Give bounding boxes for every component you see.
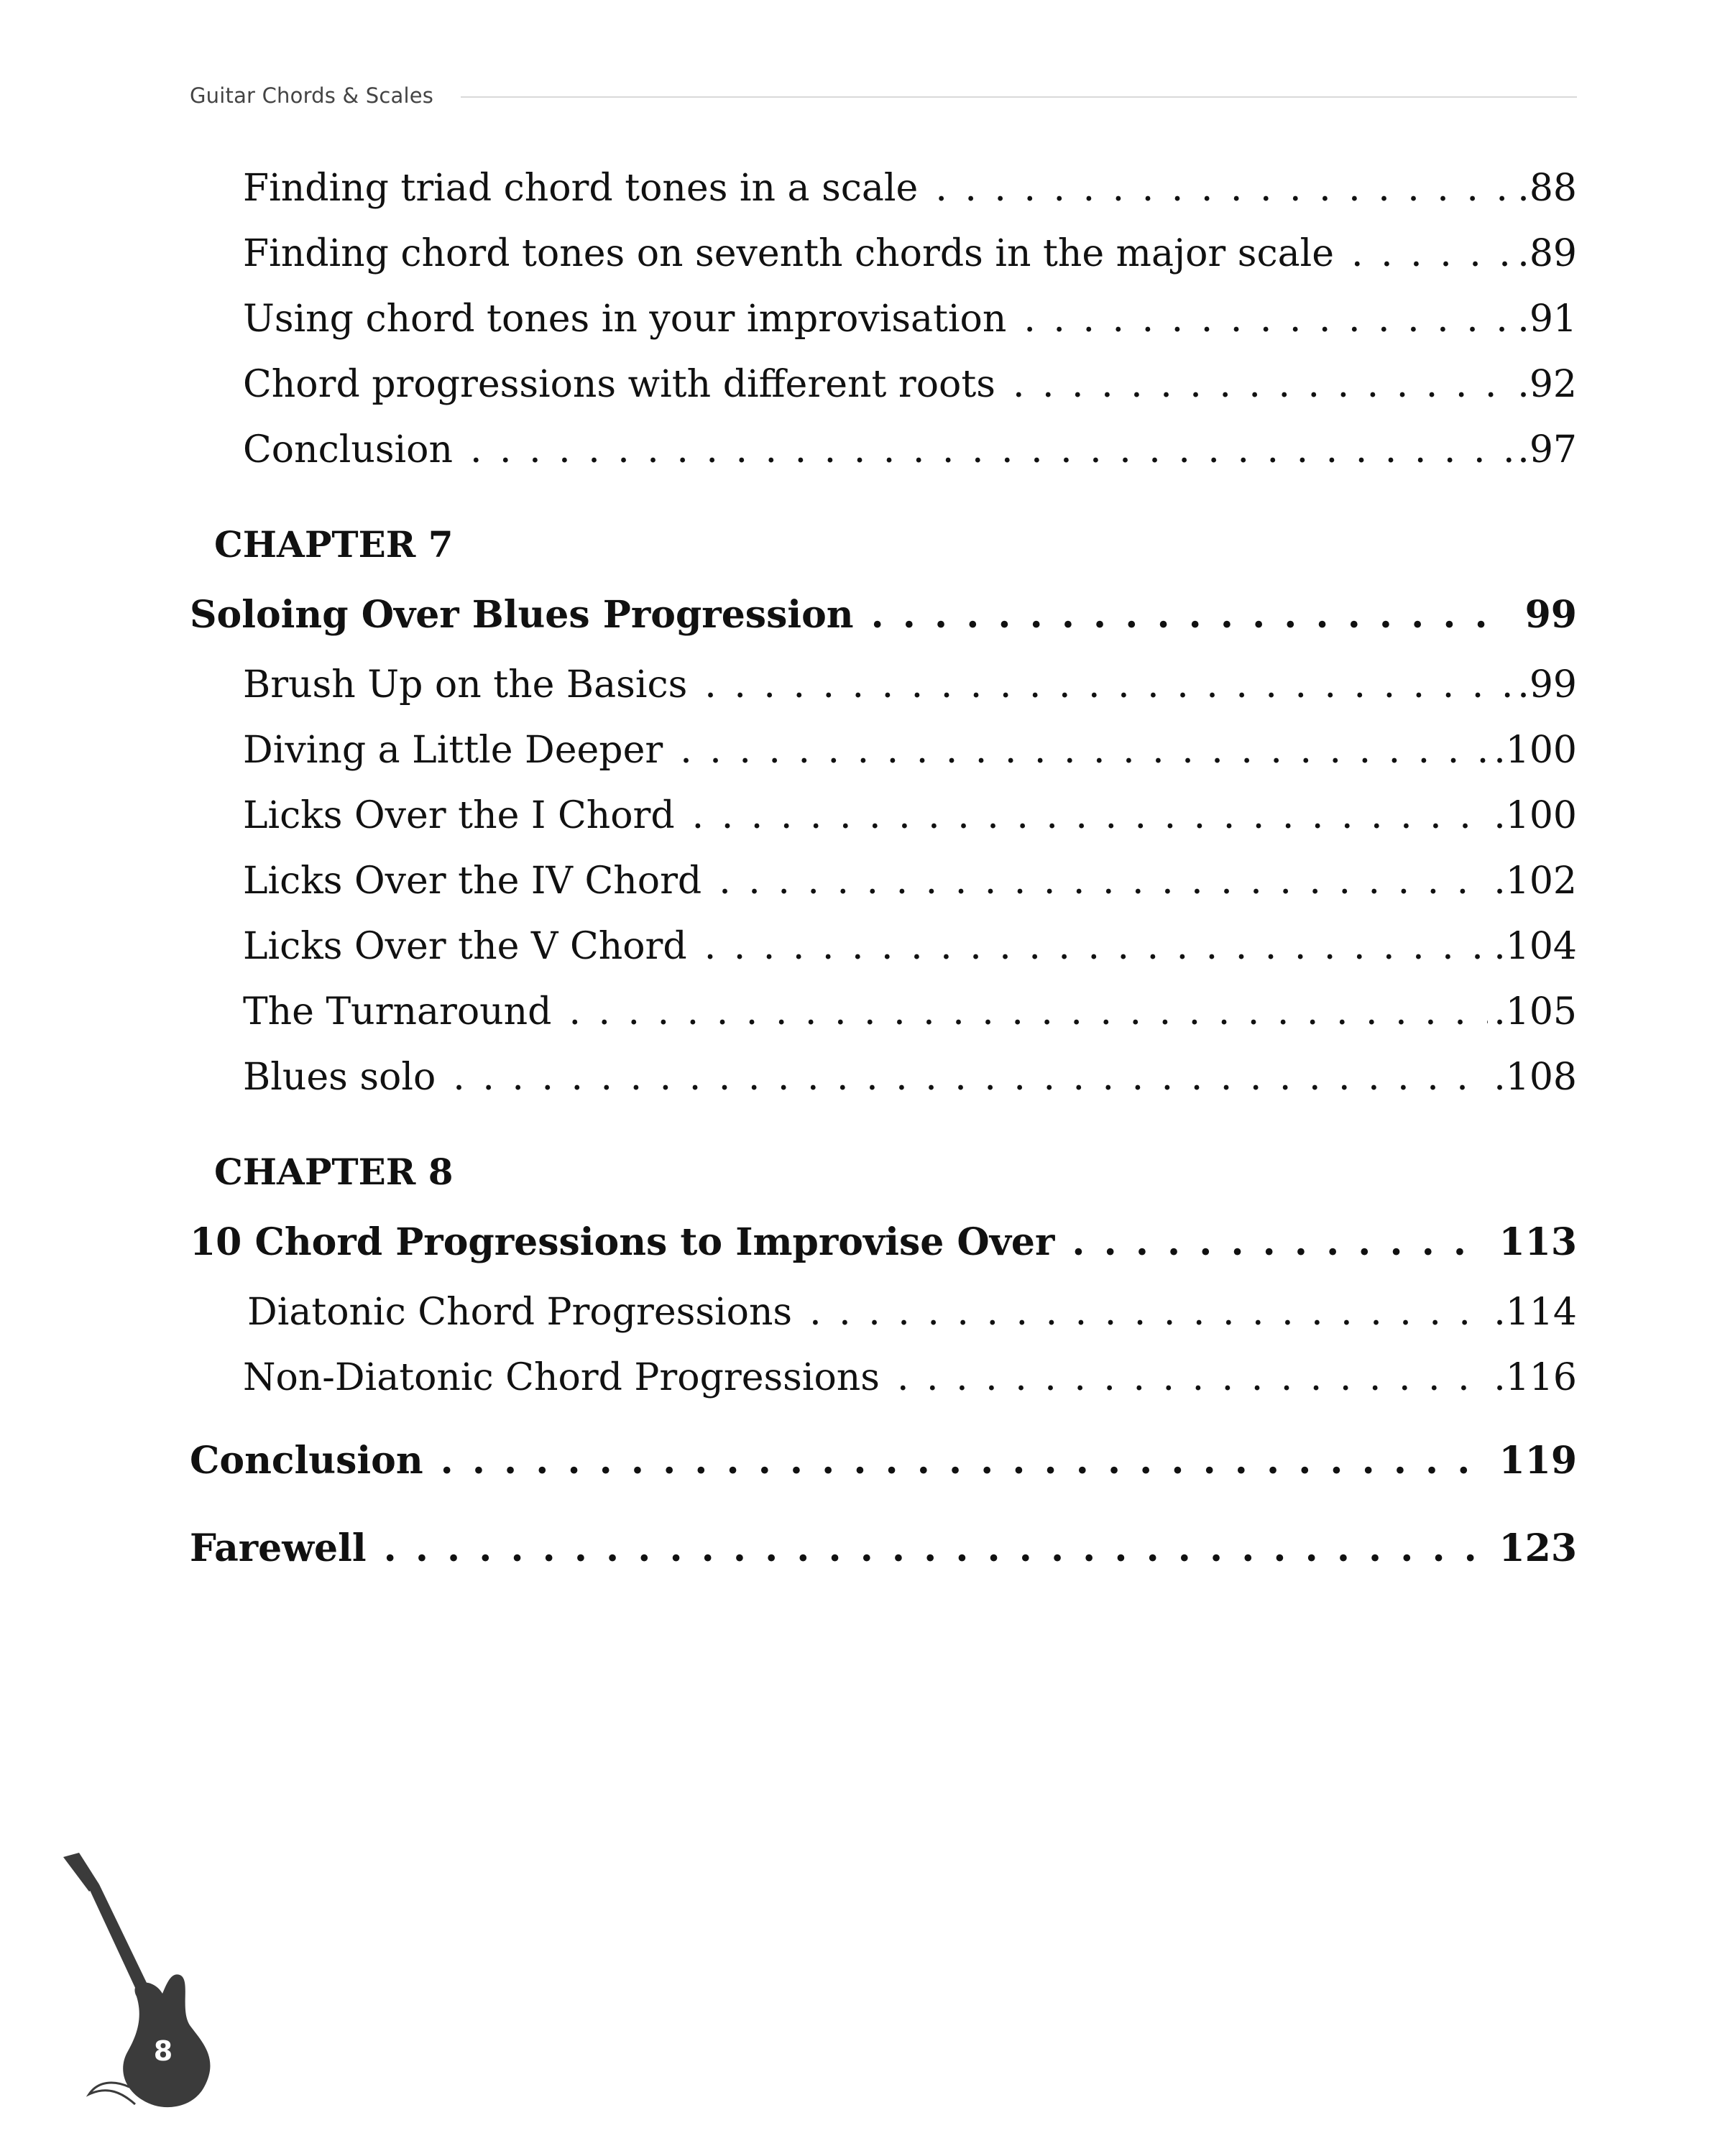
toc-entry-title: Using chord tones in your improvisation xyxy=(243,297,1007,341)
table-of-contents xyxy=(190,155,1577,1585)
toc-entry[interactable] xyxy=(190,221,1577,286)
toc-entry-page: .97 xyxy=(1517,428,1577,471)
toc-entry-page: .108 xyxy=(1494,1055,1577,1099)
header-rule xyxy=(461,96,1577,98)
farewell-page: 123 xyxy=(1499,1526,1577,1570)
leader-dots xyxy=(704,925,1489,968)
leader-dots xyxy=(1013,363,1512,406)
farewell-title: Farewell xyxy=(190,1526,367,1570)
toc-entry-title: Diving a Little Deeper xyxy=(243,728,663,772)
leader-dots xyxy=(1351,232,1512,275)
toc-entry-page: .114 xyxy=(1494,1290,1577,1334)
toc-entry-page: .116 xyxy=(1494,1355,1577,1399)
toc-entry[interactable] xyxy=(190,717,1577,783)
leader-dots xyxy=(453,1056,1488,1099)
leader-dots xyxy=(692,794,1489,837)
toc-entry-title: Finding triad chord tones in a scale xyxy=(243,166,919,210)
toc-entry[interactable] xyxy=(190,783,1577,848)
page-number: 8 xyxy=(153,2035,173,2067)
toc-chapter-entry[interactable] xyxy=(190,577,1577,652)
toc-entry[interactable] xyxy=(190,286,1577,351)
toc-entry[interactable] xyxy=(190,652,1577,717)
toc-entry-title: Chord progressions with different roots xyxy=(243,362,995,406)
conclusion-title: Conclusion xyxy=(190,1438,423,1483)
toc-entry-title: Diatonic Chord Progressions xyxy=(247,1290,793,1334)
leader-dots xyxy=(470,428,1512,471)
toc-entry-page: .105 xyxy=(1494,990,1577,1033)
toc-entry-title: Brush Up on the Basics xyxy=(243,663,688,706)
leader-dots xyxy=(569,990,1488,1033)
toc-entry-title: The Turnaround xyxy=(243,990,552,1033)
chapter-label: CHAPTER 8 xyxy=(214,1150,454,1193)
chapter-title: 10 Chord Progressions to Improvise Over xyxy=(190,1220,1055,1264)
toc-conclusion-entry[interactable] xyxy=(190,1423,1577,1498)
toc-entry[interactable] xyxy=(190,913,1577,979)
toc-entry-page: .88 xyxy=(1517,166,1577,210)
leader-dots xyxy=(1024,298,1512,341)
toc-entry-page: .100 xyxy=(1494,793,1577,837)
toc-entry-title: Licks Over the I Chord xyxy=(243,793,675,837)
toc-entry-title: Licks Over the IV Chord xyxy=(243,859,702,903)
leader-dots xyxy=(809,1291,1488,1334)
leader-dots xyxy=(680,729,1488,772)
toc-entry-title: Conclusion xyxy=(243,428,453,471)
chapter-page: 99 xyxy=(1524,592,1577,637)
running-title: Guitar Chords & Scales xyxy=(190,83,434,108)
leader-dots xyxy=(441,1439,1481,1483)
toc-entry-page: .92 xyxy=(1517,362,1577,406)
toc-entry-page: .91 xyxy=(1517,297,1577,341)
toc-chapter-entry[interactable] xyxy=(190,1204,1577,1279)
chapter-title: Soloing Over Blues Progression xyxy=(190,592,854,637)
toc-entry-title: Licks Over the V Chord xyxy=(243,924,687,968)
leader-dots xyxy=(897,1356,1488,1399)
leader-dots xyxy=(704,663,1512,706)
toc-entry[interactable] xyxy=(190,155,1577,221)
toc-entry-page: .99 xyxy=(1517,663,1577,706)
chapter-page: 113 xyxy=(1499,1220,1577,1264)
running-header xyxy=(190,78,1577,114)
toc-entry[interactable] xyxy=(190,979,1577,1044)
toc-entry-page: .100 xyxy=(1494,728,1577,772)
conclusion-page: 119 xyxy=(1499,1438,1577,1483)
chapter-label: CHAPTER 7 xyxy=(214,522,454,566)
toc-farewell-entry[interactable] xyxy=(190,1511,1577,1585)
toc-entry-page: .104 xyxy=(1494,924,1577,968)
toc-entry-title: Finding chord tones on seventh chords in the major scale xyxy=(243,231,1335,275)
leader-dots xyxy=(719,860,1488,903)
leader-dots xyxy=(384,1526,1481,1570)
toc-entry[interactable] xyxy=(190,1279,1577,1345)
toc-entry[interactable] xyxy=(190,1345,1577,1410)
toc-entry-page: .102 xyxy=(1494,859,1577,903)
toc-entry[interactable] xyxy=(190,848,1577,913)
toc-entry-title: Non-Diatonic Chord Progressions xyxy=(243,1355,880,1399)
leader-dots xyxy=(1072,1220,1480,1264)
leader-dots xyxy=(871,593,1506,637)
toc-entry[interactable] xyxy=(190,417,1577,482)
toc-entry-page: .89 xyxy=(1517,231,1577,275)
leader-dots xyxy=(935,167,1512,210)
electric-guitar-icon xyxy=(58,1853,223,2119)
toc-entry-title: Blues solo xyxy=(243,1055,436,1099)
toc-entry[interactable] xyxy=(190,351,1577,417)
toc-entry[interactable] xyxy=(190,1044,1577,1110)
